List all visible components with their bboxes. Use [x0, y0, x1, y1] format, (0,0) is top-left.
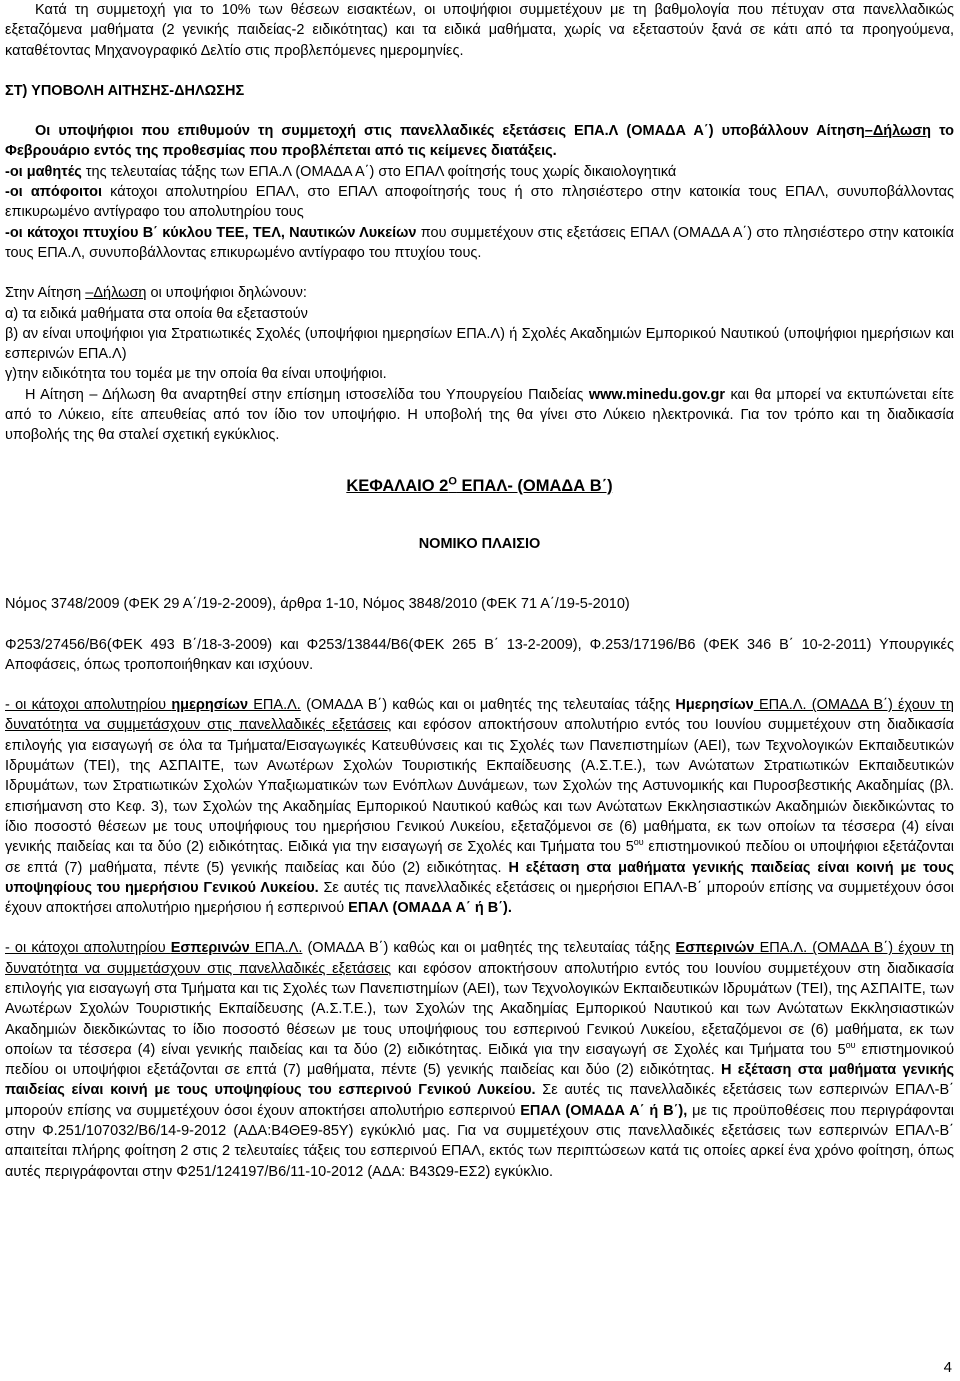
submitter-graduates-label: -οι απόφοιτοι	[5, 184, 102, 201]
submitter-students	[5, 162, 954, 182]
ministry-website-link[interactable]: www.minedu.gov.gr	[588, 386, 725, 403]
submission-intro-underlined: –Δήλωση	[864, 123, 932, 140]
intro-paragraph	[5, 0, 954, 61]
submitter-degree-label: -οι κάτοχοι πτυχίου Β΄ κύκλου ΤΕΕ, ΤΕΛ, Ναυτικών Λυκείων	[5, 224, 417, 241]
day-school-paragraph: - οι κάτοχοι απολυτηρίου ημερησίων ΕΠΑ.Λ. (ΟΜΑΔΑ Β΄) καθώς και οι μαθητές της τελευταίας τάξης Ημερησίων ΕΠΑ.Λ. (ΟΜΑΔΑ Β΄) έχουν τη δυνατότητα να συμμετάσχουν στις πανελλαδικές εξετάσεις και εφόσον αποκτήσουν απολυτήριο εντός του Ιουνίου συμμετέχουν στη διαδικασία επιλογής για εισαγωγή σε όλα τα Τμήματα/Εισαγωγικές Κατευθύνσεις και τις Σχολές των Πανεπιστημίων (ΑΕΙ), των Τεχνολογικών Εκπαιδευτικών Ιδρυμάτων (ΤΕΙ), της ΑΣΠΑΙΤΕ, των Ανωτέρων Σχολών Τουριστικής Εκπαίδευσης (Α.Σ.Τ.Ε.), των Ανώτατων Στρατιωτικών Εκπαιδευτικών Ιδρυμάτων, των Στρατιωτικών Σχολών Υπαξιωματικών των Ενόπλων Δυνάμεων, των Σχολών της Αστυνομικής και Πυροσβεστικής Ακαδημίας (βλ. επισήμανση στο Κεφ. 3), των Σχολών της Ακαδημίας Εμπορικού Ναυτικού καθώς και των Ανώτατων Εκκλησιαστικών Ακαδημιών διεκδικώντας το ίδιο ποσοστό θέσεων με τους υποψήφιους του ημερήσιου Γενικού Λυκείου, εξεταζόμενοι σε (6) μαθήματα, εκ των οποίων τα τέσσερα (4) είναι γενικής παιδείας και τα δύο (2) ειδικότητας. Ειδικά για την εισαγωγή σε Σχολές και Τμήματα του $5^{o\upsilon}$ επιστημονικού πεδίου οι υποψήφιοι εξετάζονται σε επτά (7) μαθήματα, πέντε (5) γενικής παιδείας και δύο (2) ειδικότητας. Η εξέταση στα μαθήματα γενικής παιδείας είναι κοινή με τους υποψηφίους του ημερήσιου Γενικού Λυκείου. Σε αυτές τις πανελλαδικές εξετάσεις οι ημερήσιοι ΕΠΑΛ-Β΄ μπορούν επίσης να συμμετέχουν όσοι έχουν αποκτήσει απολυτήριο ημερήσιου ή εσπερινού ΕΠΑΛ (ΟΜΑΔΑ Α΄ ή Β΄).	[5, 697, 954, 917]
submitter-degree-holders	[5, 223, 954, 264]
submitter-students-text: της τελευταίας τάξης των ΕΠΑ.Λ (ΟΜΑΔΑ Α΄) στο ΕΠΑΛ φοίτησής τους χωρίς δικαιολογητικά	[81, 163, 677, 180]
declaration-lead: Στην Αίτηση –Δήλωση οι υποψήφιοι δηλώνουν:	[5, 285, 307, 302]
legal-framework-title: ΝΟΜΙΚΟ ΠΛΑΙΣΙΟ	[418, 535, 541, 552]
submission-intro-tail: το Φεβρουάριο εντός της προθεσμίας που προβλέπεται από τις κείμενες διατάξεις.	[5, 123, 954, 160]
page-number: 4	[943, 1358, 952, 1376]
declaration-item-b: β) αν είναι υποψήφιοι για Στρατιωτικές Σχολές (υποψήφιοι ημερησίων ΕΠΑ.Λ) ή Σχολές Ακαδημιών Εμπορικού Ναυτικού (υποψήφιοι ημερήσιων και εσπερινών ΕΠΑ.Λ)	[5, 325, 954, 363]
submission-intro-text: Οι υποψήφιοι που επιθυμούν τη συμμετοχή στις πανελλαδικές εξετάσεις ΕΠΑ.Λ (ΟΜΑΔΑ Α΄) υποβάλλουν Αίτηση	[35, 123, 865, 140]
submission-intro	[5, 121, 954, 162]
submitter-graduates	[5, 182, 954, 223]
legal-law-refs: Νόμος 3748/2009 (ΦΕΚ 29 Α΄/19-2-2009), άρθρα 1-10, Νόμος 3848/2010 (ΦΕΚ 71 Α΄/19-5-2010)	[5, 596, 630, 613]
chapter-title: ΚΕΦΑΛΑΙΟ $2^O$ ΕΠΑΛ- (ΟΜΑΔΑ Β΄)	[346, 475, 613, 495]
declaration-item-a: α) τα ειδικά μαθήματα στα οποία θα εξεταστούν	[5, 305, 308, 322]
section-heading-st: ΣΤ) ΥΠΟΒΟΛΗ ΑΙΤΗΣΗΣ-ΔΗΛΩΣΗΣ	[5, 82, 245, 99]
legal-decision-refs: Φ253/27456/Β6(ΦΕΚ 493 Β΄/18-3-2009) και Φ253/13844/Β6(ΦΕΚ 265 Β΄ 13-2-2009), Φ.253/17196/Β6 (ΦΕΚ 346 Β΄ 10-2-2011) Υπουργικές Αποφάσεις, όπως τροποποιήθηκαν και ισχύουν.	[5, 636, 954, 673]
declaration-item-c: γ)την ειδικότητα του τομέα με την οποία θα είναι υποψήφιοι.	[5, 366, 387, 383]
submitter-degree-text: που συμμετέχουν στις εξετάσεις ΕΠΑΛ (ΟΜΑΔΑ Α΄) στο πλησιέστερο στην κατοικία τους ΕΠΑ.Λ, συνυποβάλλοντας επικυρωμένο αντίγραφο του πτυχίου τους.	[5, 224, 954, 261]
submitter-students-label: -οι μαθητές	[5, 163, 82, 180]
submitter-graduates-text: κάτοχοι απολυτηρίου ΕΠΑΛ, στο ΕΠΑΛ αποφοίτησής τους ή στο πλησιέστερο στην κατοικία τους ΕΠΑΛ, συνυποβάλλοντας επικυρωμένο αντίγραφο του απολυτηρίου τους	[5, 184, 954, 221]
declaration-posting: Η Αίτηση – Δήλωση θα αναρτηθεί στην επίσημη ιστοσελίδα του Υπουργείου Παιδείας www.minedu.gov.gr και θα μπορεί να εκτυπώνεται είτε από το Λύκειο, είτε απευθείας από τον ίδιο τον υποψήφιο. Η υποβολή της θα γίνει στο Λύκειο ηλεκτρονικά. Για τον τρόπο και τη διαδικασία υποβολής της θα σταλεί σχετική εγκύκλιος.	[5, 386, 954, 444]
intro-text: Κατά τη συμμετοχή για το 10% των θέσεων εισακτέων, οι υποψήφιοι συμμετέχουν με τη βαθμολογία που πέτυχαν στα πανελλαδικώς εξεταζόμενα μαθήματα (2 γενικής παιδείας-2 ειδικότητας) και τα ειδικά μαθήματα, χωρίς να εξεταστούν ξανά σε κάτι από τα προηγούμενα, καταθέτοντας Μηχανογραφικό Δελτίο στις προβλεπόμενες ημερομηνίες.	[5, 2, 954, 59]
evening-school-paragraph: - οι κάτοχοι απολυτηρίου Εσπερινών ΕΠΑ.Λ. (ΟΜΑΔΑ Β΄) καθώς και οι μαθητές της τελευταίας τάξης Εσπερινών ΕΠΑ.Λ. (ΟΜΑΔΑ Β΄) έχουν τη δυνατότητα να συμμετάσχουν στις πανελλαδικές εξετάσεις και εφόσον αποκτήσουν απολυτήριο εντός του Ιουνίου συμμετέχουν στη διαδικασία επιλογής για εισαγωγή στα Τμήματα και τις Σχολές των Πανεπιστημίων (ΑΕΙ), των Τεχνολογικών Εκπαιδευτικών Ιδρυμάτων (ΤΕΙ), της ΑΣΠΑΙΤΕ, των Ανωτέρων Σχολών Τουριστικής Εκπαίδευσης (Α.Σ.Τ.Ε.), των Σχολών της Ακαδημίας Εμπορικού Ναυτικού και των Ανώτατων Εκκλησιαστικών Ακαδημιών διεκδικώντας το ίδιο ποσοστό θέσεων με τους υποψήφιους του εσπερινού Γενικού Λυκείου, εξεταζόμενοι σε (6) μαθήματα, εκ των οποίων τα τέσσερα (4) είναι γενικής παιδείας και τα δύο (2) ειδικότητας. Ειδικά για την εισαγωγή σε Σχολές και Τμήματα του $5^{o\upsilon}$ επιστημονικού πεδίου οι υποψήφιοι εξετάζονται σε επτά (7) μαθήματα, πέντε (5) γενικής παιδείας και δύο (2) ειδικότητας. Η εξέταση στα μαθήματα γενικής παιδείας είναι κοινή με τους υποψηφίους του εσπερινού Γενικού Λυκείου. Σε αυτές τις πανελλαδικές εξετάσεις των εσπερινών ΕΠΑΛ-Β΄ μπορούν επίσης να συμμετέχουν όσοι έχουν αποκτήσει απολυτήριο εσπερινού ΕΠΑΛ (ΟΜΑΔΑ Α΄ ή Β΄), με τις προϋποθέσεις που περιγράφονται στην Φ.251/107032/Β6/14-9-2012 (ΑΔΑ:Β4ΘΕ9-85Υ) εγκύκλιό μας. Για να συμμετέχουν στις πανελλαδικές εξετάσεις των εσπερινών ΕΠΑΛ-Β΄ απαιτείται πλήρης φοίτηση 2 στις 2 τελευταίες τάξεις του εσπερινού ΕΠΑΛ, εκτός των περιπτώσεων κατά τις οποίες αρκεί ένα χρόνο φοίτηση, όπως αυτές περιγράφονται στην Φ251/124197/Β6/11-10-2012 (ΑΔΑ: Β43Ω9-ΕΣ2) εγκύκλιο.	[5, 940, 955, 1180]
